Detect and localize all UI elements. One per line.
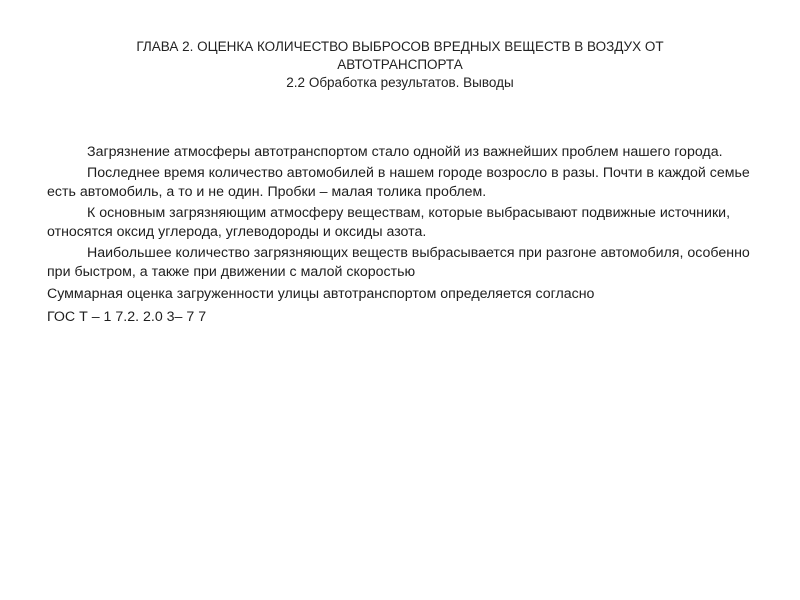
paragraph-4: Наибольшее количество загрязняющих веществ выбрасывается при разгоне автомобиля, особенно при быстром, а также при движении с малой скоростью <box>47 245 750 280</box>
section-subtitle: 2.2 Обработка результатов. Выводы <box>286 75 514 90</box>
body-text <box>47 143 759 329</box>
standard-reference: ГОС Т – 1 7.2. 2.0 3– 7 7 <box>47 309 207 325</box>
paragraph-5: Суммарная оценка загруженности улицы автотранспортом определяется согласно <box>47 286 595 302</box>
chapter-title-line-1: ГЛАВА 2. ОЦЕНКА КОЛИЧЕСТВО ВЫБРОСОВ ВРЕДНЫХ ВЕЩЕСТВ В ВОЗДУХ ОТ <box>136 39 664 54</box>
paragraph-2: Последнее время количество автомобилей в нашем городе возросло в разы. Почти в каждой семье есть автомобиль, а то и не один. Пробки – малая толика проблем. <box>47 165 750 200</box>
paragraph-1: Загрязнение атмосферы автотранспортом стало однойй из важнейших проблем нашего города. <box>87 144 723 160</box>
paragraph-3: К основным загрязняющим атмосферу веществам, которые выбрасывают подвижные источники, относятся оксид углерода, углеводороды и оксиды азота. <box>47 205 731 240</box>
chapter-heading <box>60 38 740 92</box>
chapter-title-line-2: АВТОТРАНСПОРТА <box>337 57 463 72</box>
